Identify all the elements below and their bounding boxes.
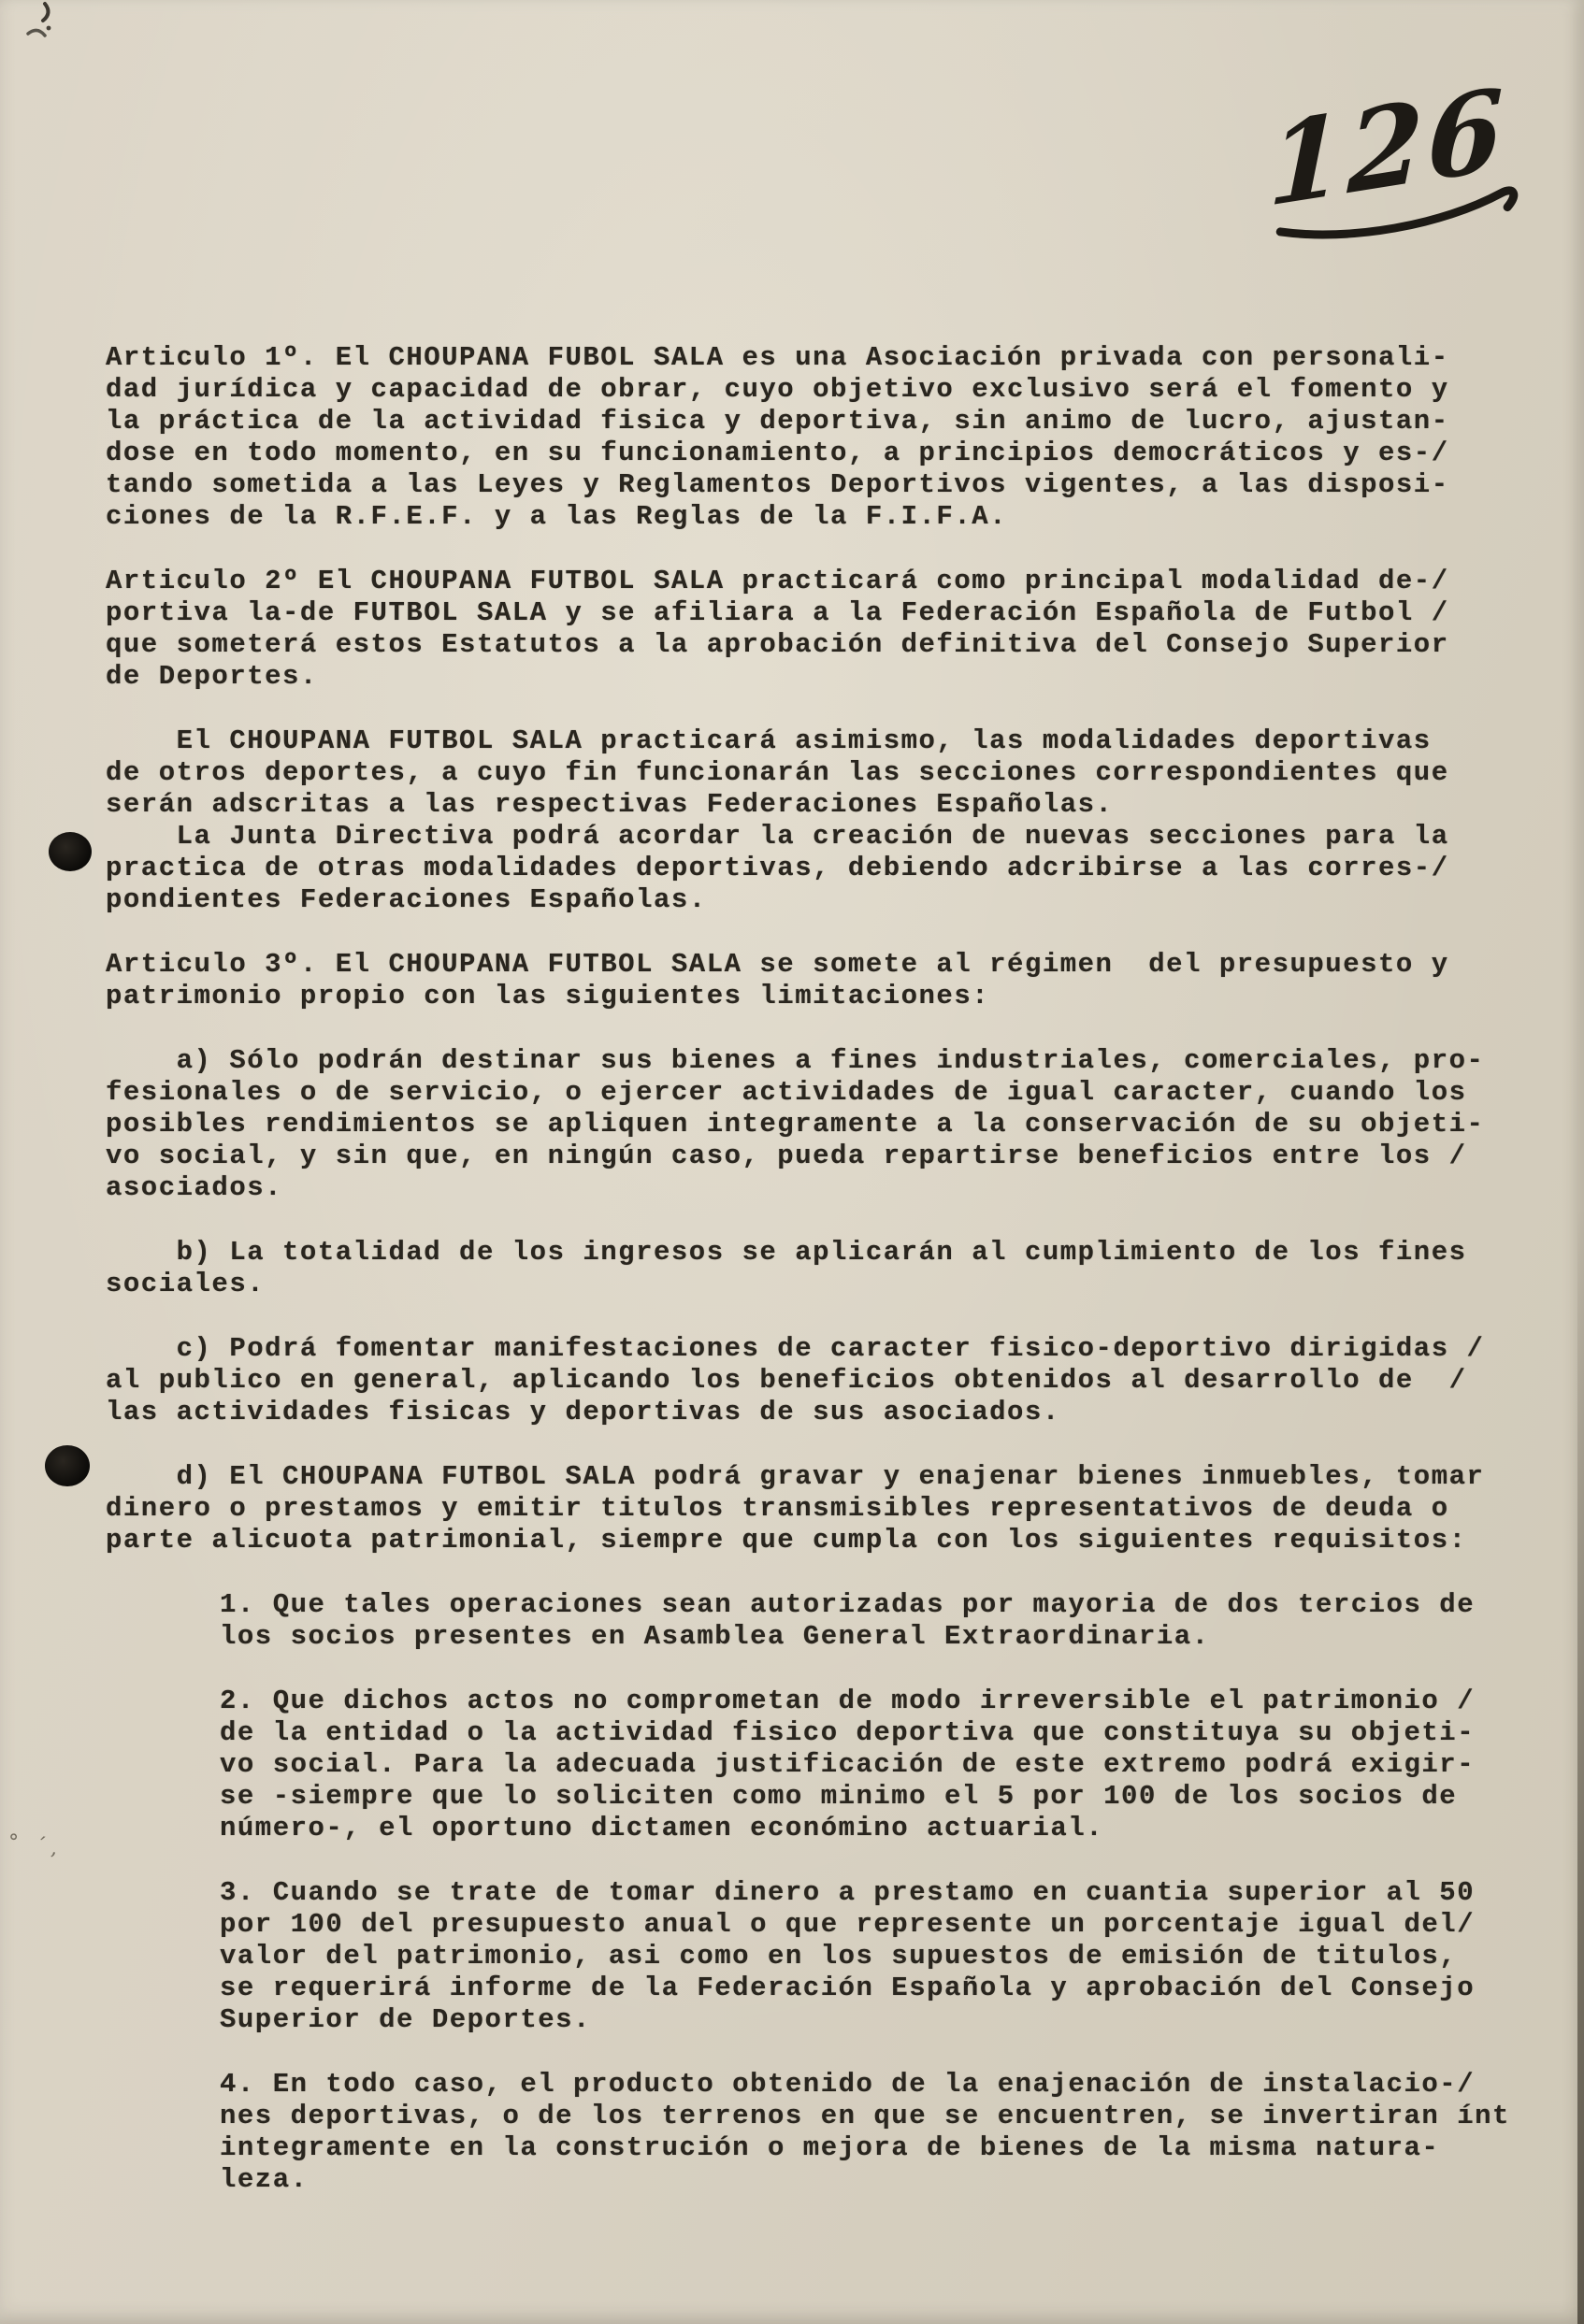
text-line: ciones de la R.F.E.F. y a las Reglas de la F.I.F.A. [106, 501, 1008, 532]
paragraph-articulo-2-continuacion [106, 725, 1546, 916]
text-line: dad jurídica y capacidad de obrar, cuyo objetivo exclusivo será el fomento y [106, 374, 1449, 405]
text-line: asociados. [106, 1172, 283, 1203]
text-line: sociales. [106, 1269, 266, 1299]
text-line: c) Podrá fomentar manifestaciones de caracter fisico-deportivo dirigidas / [106, 1333, 1485, 1364]
text-line: vo social, y sin que, en ningún caso, pueda repartirse beneficios entre los / [106, 1140, 1467, 1171]
text-line: parte alicuota patrimonial, siempre que cumpla con los siguientes requisitos: [106, 1525, 1467, 1556]
text-line: Articulo 2º El CHOUPANA FUTBOL SALA practicará como principal modalidad de-/ [106, 566, 1449, 596]
text-line: de Deportes. [106, 661, 318, 692]
paragraph-apartado-b [106, 1237, 1546, 1300]
text-line: posibles rendimientos se apliquen integramente a la conservación de su objeti- [106, 1109, 1485, 1140]
handwritten-page-number [1260, 62, 1555, 287]
text-line: leza. [220, 2164, 309, 2195]
text-line: se -siempre que lo soliciten como minimo el 5 por 100 de los socios de [220, 1781, 1458, 1812]
text-line: pondientes Federaciones Españolas. [106, 884, 707, 915]
paragraph-requisito-3 [220, 1877, 1546, 2036]
text-line: vo social. Para la adecuada justificación de este extremo podrá exigir- [220, 1749, 1476, 1780]
text-line: Articulo 3º. El CHOUPANA FUTBOL SALA se somete al régimen del presupuesto y [106, 949, 1449, 980]
paragraph-requisito-1 [220, 1589, 1546, 1653]
text-line: que someterá estos Estatutos a la aprobación definitiva del Consejo Superior [106, 629, 1449, 660]
text-line: d) El CHOUPANA FUTBOL SALA podrá gravar y enajenar bienes inmuebles, tomar [106, 1461, 1485, 1492]
page-number-digits: 126 [1266, 62, 1508, 233]
hole-punch-dot [49, 832, 92, 871]
paragraph-apartado-a [106, 1045, 1546, 1204]
text-line: b) La totalidad de los ingresos se aplicarán al cumplimiento de los fines [106, 1237, 1467, 1268]
text-line: valor del patrimonio, asi como en los supuestos de emisión de titulos, [220, 1941, 1458, 1972]
paragraph-requisito-2 [220, 1686, 1546, 1844]
pen-mark-icon [17, 0, 101, 75]
text-line: portiva la-de FUTBOL SALA y se afiliara a la Federación Española de Futbol / [106, 597, 1449, 628]
stray-margin-marks: ° ´, [6, 1829, 65, 1862]
text-line: 1. Que tales operaciones sean autorizadas por mayoria de dos tercios de [220, 1589, 1476, 1620]
text-line: 3. Cuando se trate de tomar dinero a prestamo en cuantia superior al 50 [220, 1877, 1476, 1908]
text-line: serán adscritas a las respectivas Federaciones Españolas. [106, 789, 1114, 820]
text-line: Articulo 1º. El CHOUPANA FUBOL SALA es una Asociación privada con personali- [106, 342, 1449, 373]
text-line: las actividades fisicas y deportivas de sus asociados. [106, 1397, 1060, 1427]
text-line: nes deportivas, o de los terrenos en que se encuentren, se invertiran ínt [220, 2101, 1510, 2131]
text-line: de otros deportes, a cuyo fin funcionarán las secciones correspondientes que [106, 757, 1449, 788]
document-text [106, 342, 1546, 2229]
text-line: de la entidad o la actividad fisico deportiva que constituya su objeti- [220, 1717, 1476, 1748]
text-line: integramente en la construción o mejora de bienes de la misma natura- [220, 2132, 1440, 2163]
text-line: fesionales o de servicio, o ejercer actividades de igual caracter, cuando los [106, 1077, 1467, 1108]
text-line: al publico en general, aplicando los beneficios obtenidos al desarrollo de / [106, 1365, 1467, 1396]
text-line: a) Sólo podrán destinar sus bienes a fines industriales, comerciales, pro- [106, 1045, 1485, 1076]
text-line: la práctica de la actividad fisica y deportiva, sin animo de lucro, ajustan- [106, 406, 1449, 437]
hole-punch-dot [45, 1445, 90, 1486]
text-line: dinero o prestamos y emitir titulos transmisibles representativos de deuda o [106, 1493, 1449, 1524]
paragraph-articulo-1 [106, 342, 1546, 533]
paragraph-apartado-c [106, 1333, 1546, 1428]
text-line: La Junta Directiva podrá acordar la creación de nuevas secciones para la [106, 821, 1449, 852]
text-line: 4. En todo caso, el producto obtenido de la enajenación de instalacio-/ [220, 2069, 1476, 2100]
paragraph-articulo-2 [106, 566, 1546, 693]
text-line: Superior de Deportes. [220, 2004, 591, 2035]
text-line: los socios presentes en Asamblea General Extraordinaria. [220, 1621, 1210, 1652]
text-line: se requerirá informe de la Federación Española y aprobación del Consejo [220, 1973, 1476, 2003]
text-line: por 100 del presupuesto anual o que represente un porcentaje igual del/ [220, 1909, 1476, 1940]
text-line: patrimonio propio con las siguientes limitaciones: [106, 981, 990, 1011]
text-line: tando sometida a las Leyes y Reglamentos Deportivos vigentes, a las disposi- [106, 469, 1449, 500]
text-line: El CHOUPANA FUTBOL SALA practicará asimismo, las modalidades deportivas [106, 725, 1432, 756]
text-line: 2. Que dichos actos no comprometan de modo irreversible el patrimonio / [220, 1686, 1476, 1716]
paragraph-apartado-d [106, 1461, 1546, 1557]
text-line: practica de otras modalidades deportivas, debiendo adcribirse a las corres-/ [106, 853, 1449, 883]
paragraph-requisito-4 [220, 2069, 1546, 2196]
page-edge-shadow [1577, 1209, 1584, 2324]
text-line: número-, el oportuno dictamen económino actuarial. [220, 1813, 1104, 1843]
paragraph-articulo-3 [106, 949, 1546, 1012]
text-line: dose en todo momento, en su funcionamiento, a principios democráticos y es-/ [106, 438, 1449, 468]
